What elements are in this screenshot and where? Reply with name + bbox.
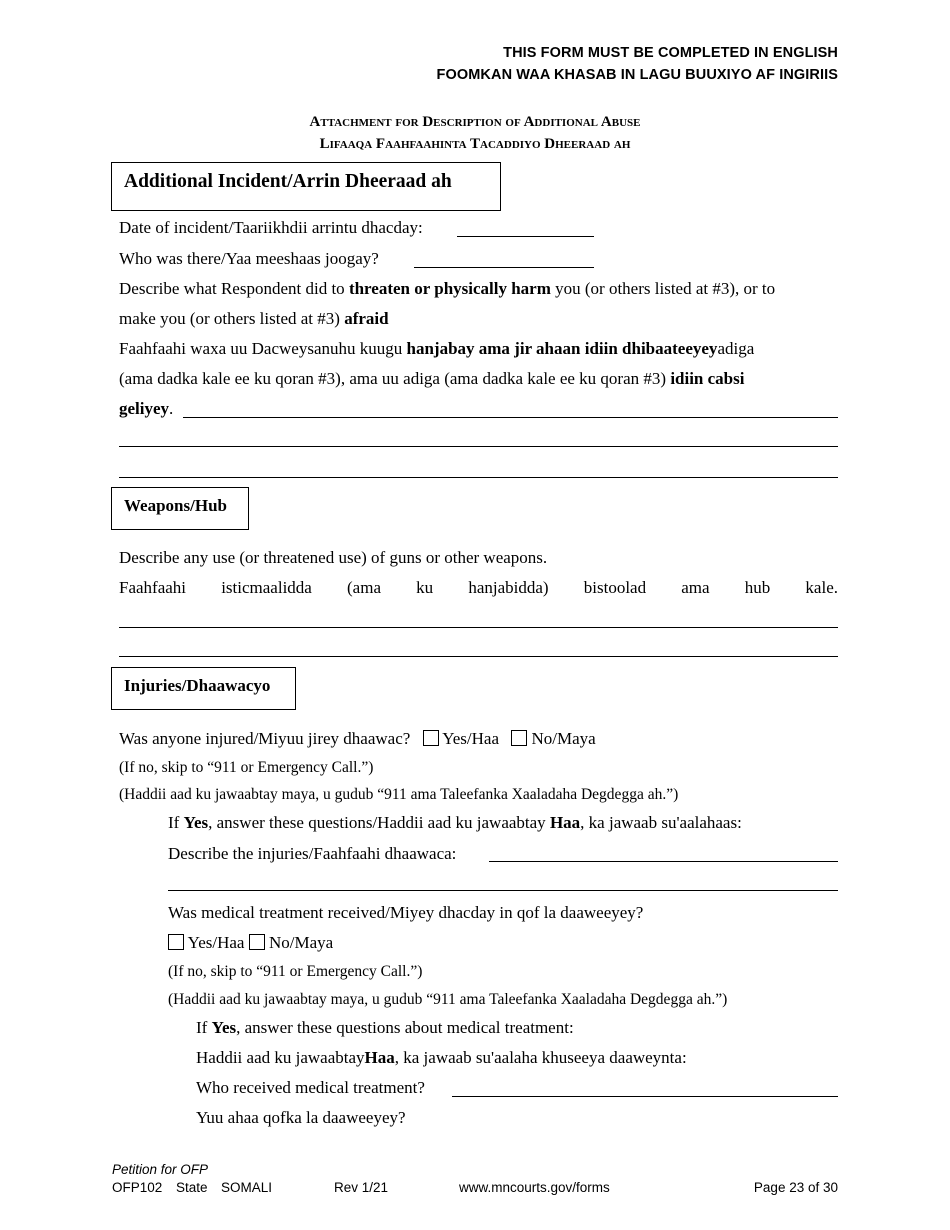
treatment-yes-checkbox[interactable]	[168, 934, 184, 950]
incident-description-so-3: geliyey.	[119, 399, 174, 418]
treatment-if-yes-en: If Yes, answer these questions about medical treatment:	[196, 1018, 574, 1037]
who-received-treatment-field[interactable]	[452, 1096, 838, 1097]
incident-description-so-1: Faahfaahi waxa uu Dacweysanuhu kuugu hanjabay ama jir ahaan idiin dhibaateeyeyadiga	[119, 339, 755, 358]
incident-description-so-2: (ama dadka kale ee ku qoran #3), ama uu adiga (ama dadka kale ee ku qoran #3) idiin cabsi	[119, 369, 745, 388]
footer-url[interactable]: www.mncourts.gov/forms	[459, 1180, 610, 1195]
attachment-title: Attachment for Description of Additional Abuse	[309, 114, 641, 130]
describe-injuries-field-line-2[interactable]	[168, 890, 838, 891]
skip-instruction-en: (If no, skip to “911 or Emergency Call.”)	[119, 759, 374, 776]
footer-form-title: Petition for OFP	[112, 1162, 209, 1177]
incident-description-en-2: make you (or others listed at #3) afraid	[119, 309, 389, 328]
treatment-yes-label: Yes/Haa	[187, 933, 245, 952]
who-was-there-label: Who was there/Yaa meeshaas joogay?	[119, 249, 379, 268]
medical-treatment-question: Was medical treatment received/Miyey dhacday in qof la daaweeyey?	[168, 903, 644, 922]
who-was-treated-so-label: Yuu ahaa qofka la daaweeyey?	[196, 1108, 406, 1127]
skip-instruction-so: (Haddii aad ku jawaabtay maya, u gudub “911 ama Taleefanka Xaaladaha Degdegga ah.”)	[119, 786, 679, 803]
if-yes-instruction: If Yes, answer these questions/Haddii aad ku jawaabtay Haa, ka jawaab su'aalahaas:	[168, 813, 742, 832]
footer-revision: Rev 1/21	[334, 1180, 389, 1195]
incident-date-field[interactable]	[457, 236, 594, 237]
incident-description-field-line-2[interactable]	[119, 446, 838, 447]
incident-date-label: Date of incident/Taariikhdii arrintu dhacday:	[119, 218, 423, 237]
who-received-treatment-label: Who received medical treatment?	[196, 1078, 425, 1097]
footer-page-number: Page 23 of 30	[753, 1180, 838, 1195]
incident-heading: Additional Incident/Arrin Dheeraad ah	[111, 162, 501, 211]
injured-yes-checkbox[interactable]	[423, 730, 439, 746]
incident-description-field-line-3[interactable]	[119, 477, 838, 478]
skip-instruction-2-so: (Haddii aad ku jawaabtay maya, u gudub “911 ama Taleefanka Xaaladaha Degdegga ah.”)	[168, 991, 728, 1008]
injured-no-checkbox[interactable]	[511, 730, 527, 746]
describe-injuries-label: Describe the injuries/Faahfaahi dhaawaca:	[168, 844, 457, 863]
treatment-no-label: No/Maya	[268, 933, 334, 952]
injured-no-label: No/Maya	[531, 729, 596, 748]
english-required-notice: THIS FORM MUST BE COMPLETED IN ENGLISH	[503, 45, 838, 61]
injuries-heading: Injuries/Dhaawacyo	[111, 667, 296, 710]
attachment-title-somali: Lifaaqa Faahfaahinta Tacaddiyo Dheeraad ah	[319, 136, 631, 152]
who-was-there-field[interactable]	[414, 267, 594, 268]
weapons-description-field[interactable]	[119, 627, 838, 628]
skip-instruction-2-en: (If no, skip to “911 or Emergency Call.”)	[168, 963, 423, 980]
injured-yes-label: Yes/Haa	[442, 729, 500, 748]
footer-form-code: OFP102	[112, 1180, 163, 1195]
medical-treatment-options	[168, 933, 333, 953]
treatment-if-yes-so: Haddii aad ku jawaabtayHaa, ka jawaab su'aalaha khuseeya daaweynta:	[196, 1048, 687, 1067]
footer-language: SOMALI	[221, 1180, 273, 1195]
injured-question: Was anyone injured/Miyuu jirey dhaawac? Yes/Haa No/Maya	[119, 729, 596, 748]
incident-description-en-1: Describe what Respondent did to threaten or physically harm you (or others listed at #3), or to	[119, 279, 776, 298]
weapons-description-field-line-2[interactable]	[119, 656, 838, 657]
weapons-heading: Weapons/Hub	[111, 487, 249, 530]
weapons-description-en: Describe any use (or threatened use) of guns or other weapons.	[119, 548, 548, 567]
somali-required-notice: FOOMKAN WAA KHASAB IN LAGU BUUXIYO AF INGIRIIS	[436, 67, 838, 83]
describe-injuries-field[interactable]	[489, 861, 838, 862]
weapons-description-so: Faahfaahi isticmaalidda (ama ku hanjabidda) bistoolad ama hub kale.	[119, 578, 838, 597]
treatment-no-checkbox[interactable]	[249, 934, 265, 950]
incident-description-field[interactable]	[183, 417, 838, 418]
footer-state: State	[176, 1180, 208, 1195]
